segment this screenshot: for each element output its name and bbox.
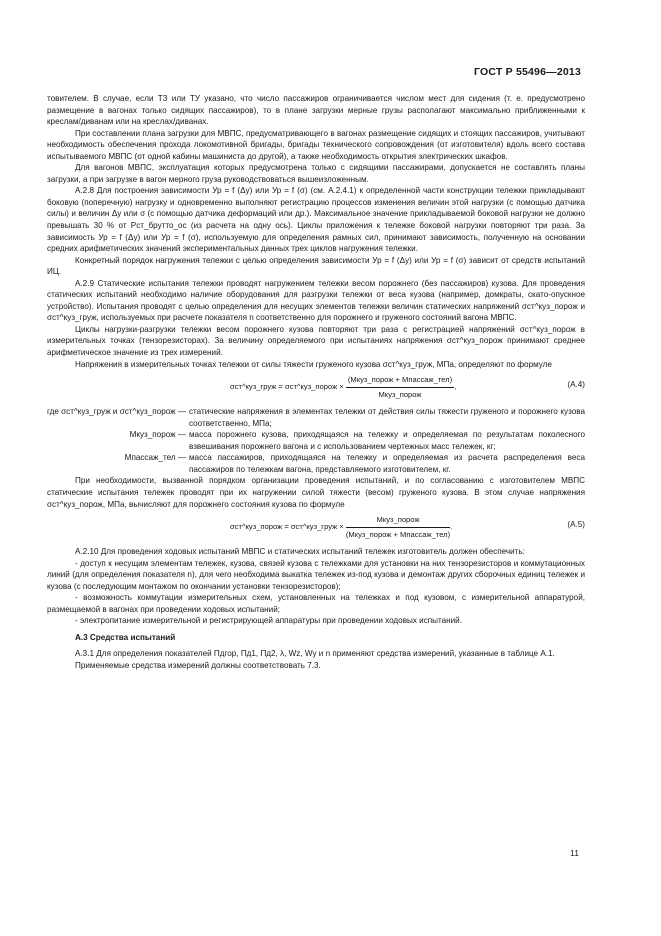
formula-lhs: σст^куз_порож = σст^куз_груж × bbox=[230, 522, 344, 532]
where-list bbox=[47, 406, 585, 475]
where-symbol: Мкуз_порож — bbox=[129, 430, 186, 440]
formula-number: (А.4) bbox=[567, 380, 585, 390]
paragraph: Циклы нагрузки-разгрузки тележки весом порожнего кузова повторяют три раза с регистрацией напряжений σст^куз_порож в измерительных точках (тензорезисторах). За величину определяемого при испытаниях напряжения σст^куз_порож принимают среднее арифметическое значение из трех измерений. bbox=[47, 324, 585, 358]
paragraph: А.2.8 Для построения зависимости Ур = f (Δу) или Ур = f (σ) (см. А.2.4.1) к определенной части конструкции тележки прикладывают боковую (поперечную) нагрузку и одновременно выполняют регистрацию процессов изменения величин этой нагрузки (с помощью датчика силы) и величин Δу или σ (с помощью датчика деформаций или др.). Максимальное значение прикладываемой боковой нагрузки не должно превышать 30 % от Рст_брутто_ос (из расчета на одну ось). Циклы приложения к тележке боковой нагрузки повторяют три раза. За зависимость Ур = f (Δу) или Ур = f (σ), используемую для определения рамных сил, принимают зависимость, полученную на основании средних арифметических значений экспериментальных данных трех циклов нагружения тележки. bbox=[47, 186, 585, 254]
paragraph: А.2.9 Статические испытания тележки проводят нагружением тележки весом порожнего (без пассажиров) кузова. Для проведения статических испытаний необходимо наличие оборудования для разгрузки тележки от веса кузова (например, домкраты, скато-опускное устройство). Испытания проводят с целью определения для несущих элементов тележки величин статических напряжений σст^куз_порож и σст^куз_груж, используемых при расчете показателя n соответственно для порожнего и груженого состояний вагона МВПС. bbox=[47, 278, 585, 323]
paragraph: При необходимости, вызванной порядком организации проведения испытаний, и по согласованию с изготовителем МВПС статические испытания тележек проводят при их нагружении силой тяжести (весом) груженого кузова. В этом случае напряжения σст^куз_порож, МПа, вычисляют для порожнего состояния кузова по формуле bbox=[47, 476, 585, 509]
where-description: статические напряжения в элементах тележки от действия силы тяжести груженого и порожнего кузова соответственно, МПа; bbox=[188, 407, 585, 428]
paragraph: А.3.1 Для определения показателей Пдгор, Пд1, Пд2, λ, Wz, Wy и n применяют средства измерений, указанные в таблице А.1. bbox=[75, 649, 555, 659]
formula-fraction bbox=[345, 514, 453, 540]
formula-a4 bbox=[47, 372, 585, 404]
paragraph: - возможность коммутации измерительных схем, установленных на тележках и под кузовом, с измерительной аппаратурой, размещаемой в вагонах при проведении ходовых испытаний; bbox=[47, 593, 585, 614]
formula-suffix: , bbox=[454, 382, 457, 392]
formula-a5 bbox=[47, 512, 585, 544]
formula-fraction bbox=[346, 374, 457, 400]
paragraph: Применяемые средства измерений должны соответствовать 7.3. bbox=[75, 660, 321, 670]
formula-denominator: (Мкуз_порож + Мпассаж_тел) bbox=[345, 529, 451, 539]
where-description: масса порожнего кузова, приходящаяся на тележку и определяемая по результатам поколесного взвешивания порожнего вагона и с использованием чертежных масс тележек, кг; bbox=[188, 430, 585, 451]
page-number: 11 bbox=[570, 848, 579, 858]
where-symbol: Мпассаж_тел — bbox=[124, 453, 186, 463]
paragraph: товителем. В случае, если ТЗ или ТУ указано, что число пассажиров ограничивается числом мест для сидения (т. е. предусмотрено размещение в вагонах только сидящих пассажиров), то в плане загрузки мерные грузы располагают максимально приближенными к креслам/диванам или на креслах/диванах. bbox=[47, 94, 585, 127]
paragraph: Для вагонов МВПС, эксплуатация которых предусмотрена только с сидящими пассажирами, допускается не составлять планы загрузки, а при загрузке в вагон мерного груза руководствоваться вышеизложенным. bbox=[47, 163, 585, 184]
where-item bbox=[47, 406, 585, 429]
paragraph: При составлении плана загрузки для МВПС, предусматривающего в вагонах размещение сидящих и стоящих пассажиров, учитывают необходимость обеспечения прохода локомотивной бригады, бригады технического сопровождения (от изготовителя) вдоль всего состава испытываемого МВПС (от одной кабины машиниста до другой), а также необходимость открытия электрических шкафов. bbox=[47, 128, 585, 161]
paragraph: - доступ к несущим элементам тележек, кузова, связей кузова с тележками для установки на них тензорезисторов и коммутационных линий (для определения показателя n), для чего необходима выкатка тележек из-под кузова и демонтаж других сборочных единиц тележек и кузова (с последующим монтажом по окончании установки тензорезисторов); bbox=[47, 558, 585, 591]
formula-expression bbox=[230, 374, 456, 400]
formula-numerator: (Мкуз_порож + Мпассаж_тел) bbox=[346, 374, 454, 388]
document-body bbox=[47, 93, 585, 672]
paragraph: Конкретный порядок нагружения тележки с целью определения зависимости Ур = f (Δу) или Ур = f (σ) зависит от средств испытаний ИЦ. bbox=[47, 255, 585, 277]
formula-numerator: Мкуз_порож bbox=[346, 514, 450, 528]
formula-expression bbox=[230, 514, 452, 540]
paragraph: - электропитание измерительной и регистрирующей аппаратуры при проведении ходовых испытаний. bbox=[75, 616, 462, 626]
section-heading: А.3 Средства испытаний bbox=[75, 632, 176, 642]
document-id-header: ГОСТ Р 55496—2013 bbox=[473, 66, 581, 78]
where-item bbox=[47, 429, 585, 452]
where-description: масса пассажиров, приходящаяся на тележку и определяемая из расчета распределения веса пассажиров по тележкам вагона, представляемого изготовителем, кг. bbox=[188, 453, 585, 474]
paragraph: Напряжения в измерительных точках тележки от силы тяжести груженого кузова σст^куз_груж, МПа, определяют по формуле bbox=[75, 359, 552, 369]
paragraph: А.2.10 Для проведения ходовых испытаний МВПС и статических испытаний тележек изготовитель должен обеспечить: bbox=[75, 547, 525, 557]
formula-suffix: . bbox=[450, 522, 453, 532]
where-symbol: где σст^куз_груж и σст^куз_порож — bbox=[47, 407, 186, 417]
formula-denominator: Мкуз_порож bbox=[378, 389, 422, 399]
formula-lhs: σст^куз_груж = σст^куз_порож × bbox=[230, 382, 344, 392]
formula-number: (А.5) bbox=[567, 520, 585, 530]
where-item bbox=[47, 452, 585, 475]
